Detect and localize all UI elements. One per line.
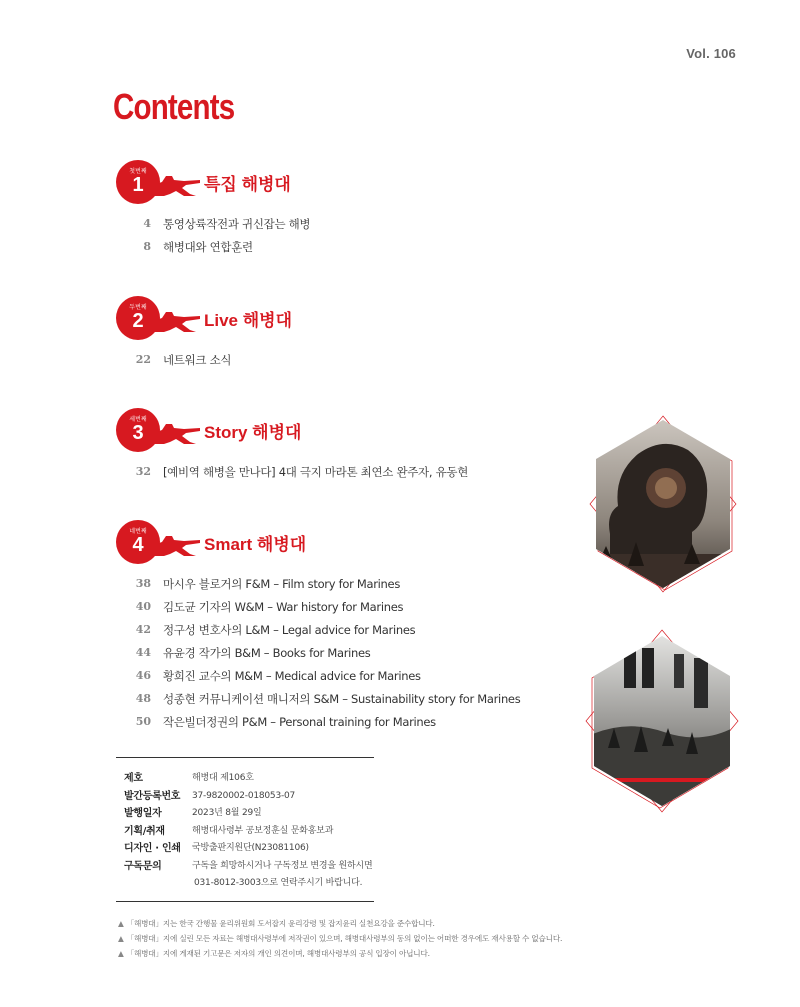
toc-item-text: 작은빌더정권의 P&M – Personal training for Marines (163, 714, 436, 729)
section-number: 1 (132, 174, 144, 196)
info-key: 제호 (124, 773, 143, 784)
toc-item[interactable] (126, 595, 520, 618)
info-key: 발간등록번호 (124, 790, 181, 802)
page-number: 32 (135, 465, 151, 478)
toc-item-text: 김도균 기자의 W&M – War history for Marines (163, 599, 404, 614)
info-value-line-2: 031-8012-3003으로 연락주시기 바랍니다. (194, 878, 363, 888)
info-value: 37-9820002-018053-07 (192, 790, 296, 801)
triangle-bullet-icon: ▲ (118, 934, 124, 943)
toc-item-text: 해병대와 연합훈련 (163, 239, 253, 254)
section-ordinal: 세번째 (129, 416, 147, 423)
toc-item[interactable] (126, 687, 520, 710)
page-number: 42 (135, 623, 151, 636)
info-row (124, 840, 373, 858)
soldier-silhouette-icon (144, 308, 204, 334)
info-value: 국방출판지원단(N23081106) (192, 843, 309, 853)
page-number: 40 (135, 600, 151, 613)
note-item (118, 916, 562, 931)
triangle-bullet-icon: ▲ (118, 919, 124, 928)
toc-item-text: 유윤경 작가의 B&M – Books for Marines (163, 645, 371, 660)
note-item (118, 931, 562, 946)
toc-item-text: 통영상륙작전과 귀신잡는 해병 (163, 216, 311, 231)
triangle-bullet-icon: ▲ (118, 949, 124, 958)
info-row (124, 788, 373, 806)
section-number: 4 (132, 534, 144, 556)
info-row (124, 770, 373, 788)
info-key: 발행일자 (124, 808, 162, 819)
info-value: 구독을 희망하시거나 구독정보 변경을 원하시면 (192, 860, 373, 871)
toc-item[interactable] (126, 572, 520, 595)
toc-item-text: [예비역 해병을 만나다] 4대 극지 마라톤 최연소 완주자, 유동현 (163, 464, 469, 479)
marine-head-hexagon-image (588, 414, 738, 594)
section-ordinal: 두번째 (129, 304, 147, 311)
page-number: 4 (143, 217, 151, 230)
page-title: Contents (113, 86, 235, 127)
info-key: 구독문의 (124, 860, 162, 872)
divider (116, 757, 374, 758)
page-number: 22 (135, 353, 151, 366)
soldier-silhouette-icon (144, 420, 204, 446)
divider (116, 901, 374, 902)
footer-notes (118, 916, 562, 961)
battle-scene-hexagon-image (584, 628, 740, 814)
section-title: Live 해병대 (204, 311, 293, 330)
section-ordinal: 첫번째 (129, 168, 147, 175)
toc-item[interactable] (126, 460, 468, 483)
toc-item[interactable] (126, 664, 520, 687)
info-value: 2023년 8월 29일 (192, 808, 262, 818)
page-number: 44 (135, 646, 151, 659)
volume-label: Vol. 106 (686, 46, 736, 61)
page-number: 48 (135, 692, 151, 705)
toc-item[interactable] (126, 348, 231, 371)
info-row (124, 805, 373, 823)
page-number: 38 (135, 577, 151, 590)
publication-info (124, 770, 373, 893)
section-title: Smart 해병대 (204, 535, 307, 554)
toc-item[interactable] (126, 618, 520, 641)
section-title: 특집 해병대 (204, 175, 291, 194)
note-text: 「해병대」지는 한국 간행물 윤리위원회 도서잡지 윤리강령 및 잡지윤리 실천요강을 준수합니다. (126, 919, 435, 928)
info-value: 해병대 제106호 (192, 773, 254, 783)
page-number: 46 (135, 669, 151, 682)
toc-item-text: 정구성 변호사의 L&M – Legal advice for Marines (163, 622, 416, 637)
section-title: Story 해병대 (204, 423, 302, 442)
toc-item-text: 마시우 블로거의 F&M – Film story for Marines (163, 576, 401, 591)
toc-item[interactable] (126, 710, 520, 733)
info-key: 디자인 · 인쇄 (124, 843, 181, 854)
note-text: 「해병대」지에 실린 모든 자료는 해병대사령부에 저작권이 있으며, 해병대사령부의 동의 없이는 어떠한 경우에도 재사용할 수 없습니다. (126, 934, 563, 943)
note-item (118, 946, 562, 961)
page-number: 50 (135, 715, 151, 728)
toc-item[interactable] (126, 235, 310, 258)
toc-item[interactable] (126, 641, 520, 664)
soldier-silhouette-icon (144, 172, 204, 198)
toc-item-text: 성종현 커뮤니케이션 매니저의 S&M – Sustainability story for Marines (163, 691, 521, 706)
toc-item-text: 황희진 교수의 M&M – Medical advice for Marines (163, 668, 421, 683)
soldier-silhouette-icon (144, 532, 204, 558)
info-value: 해병대사령부 공보정훈실 문화홍보과 (192, 825, 334, 836)
page-number: 8 (143, 240, 151, 253)
info-row (124, 858, 373, 893)
note-text: 「해병대」지에 게재된 기고문은 저자의 개인 의견이며, 해병대사령부의 공식 입장이 아닙니다. (126, 949, 430, 958)
info-row (124, 823, 373, 841)
toc-item-text: 네트워크 소식 (163, 352, 232, 367)
toc-item[interactable] (126, 212, 310, 235)
section-number: 2 (132, 310, 144, 332)
info-key: 기획/취재 (124, 825, 165, 837)
section-ordinal: 네번째 (129, 528, 147, 535)
section-number: 3 (132, 422, 144, 444)
